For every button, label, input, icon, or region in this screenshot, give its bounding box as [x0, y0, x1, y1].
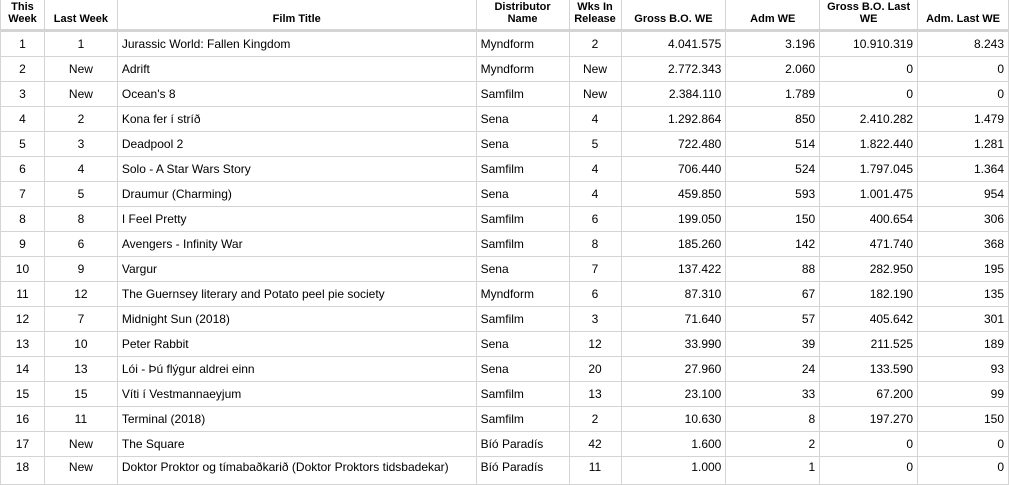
gross-last-cell: 10.910.319: [820, 31, 918, 57]
distributor-cell: Sena: [476, 357, 569, 382]
weeks-cell: 2: [569, 407, 621, 432]
distributor-cell: Myndform: [476, 31, 569, 57]
distributor-cell: Samfilm: [476, 232, 569, 257]
adm-cell: 514: [726, 132, 820, 157]
this-week-cell: 6: [1, 157, 45, 182]
gross-last-cell: 0: [820, 457, 918, 485]
gross-cell: 27.960: [621, 357, 726, 382]
table-row: [1, 57, 1009, 82]
gross-last-cell: 0: [820, 57, 918, 82]
adm-last-cell: 368: [918, 232, 1009, 257]
adm-cell: 2: [726, 432, 820, 457]
header-gross-last: Gross B.O. Last WE: [820, 0, 918, 31]
distributor-cell: Bíó Paradís: [476, 457, 569, 485]
gross-cell: 137.422: [621, 257, 726, 282]
gross-last-cell: 282.950: [820, 257, 918, 282]
last-week-cell: 7: [44, 307, 117, 332]
adm-last-cell: 0: [918, 82, 1009, 107]
last-week-cell: 9: [44, 257, 117, 282]
adm-last-cell: 150: [918, 407, 1009, 432]
gross-cell: 2.772.343: [621, 57, 726, 82]
last-week-cell: 3: [44, 132, 117, 157]
film-title-text: Doktor Proktor og tímabaðkarið (Doktor Proktors tidsbadekar): [121, 460, 449, 474]
last-week-cell: 6: [44, 232, 117, 257]
adm-cell: 3.196: [726, 31, 820, 57]
table-row: [1, 307, 1009, 332]
gross-cell: 1.000: [621, 457, 726, 485]
adm-last-cell: 195: [918, 257, 1009, 282]
this-week-cell: 3: [1, 82, 45, 107]
header-distributor: Distributor Name: [476, 0, 569, 31]
table-row: [1, 382, 1009, 407]
distributor-cell: Samfilm: [476, 157, 569, 182]
adm-cell: 1.789: [726, 82, 820, 107]
table-row: [1, 357, 1009, 382]
last-week-cell: New: [44, 432, 117, 457]
table-row: [1, 457, 1009, 485]
adm-cell: 8: [726, 407, 820, 432]
distributor-cell: Samfilm: [476, 307, 569, 332]
table-row: [1, 257, 1009, 282]
adm-cell: 593: [726, 182, 820, 207]
gross-last-cell: 67.200: [820, 382, 918, 407]
film-title-cell: [117, 457, 476, 485]
gross-last-cell: 405.642: [820, 307, 918, 332]
last-week-cell: 2: [44, 107, 117, 132]
gross-cell: 23.100: [621, 382, 726, 407]
adm-cell: 67: [726, 282, 820, 307]
weeks-cell: 6: [569, 207, 621, 232]
adm-last-cell: 306: [918, 207, 1009, 232]
film-title-cell: Midnight Sun (2018): [117, 307, 476, 332]
gross-cell: 33.990: [621, 332, 726, 357]
header-gross: Gross B.O. WE: [621, 0, 726, 31]
weeks-cell: 4: [569, 107, 621, 132]
adm-cell: 88: [726, 257, 820, 282]
gross-last-cell: 133.590: [820, 357, 918, 382]
table-row: [1, 432, 1009, 457]
adm-cell: 39: [726, 332, 820, 357]
adm-last-cell: 0: [918, 457, 1009, 485]
gross-cell: 87.310: [621, 282, 726, 307]
this-week-cell: 4: [1, 107, 45, 132]
distributor-cell: Sena: [476, 107, 569, 132]
weeks-cell: New: [569, 57, 621, 82]
this-week-cell: 14: [1, 357, 45, 382]
film-title-cell: Peter Rabbit: [117, 332, 476, 357]
distributor-cell: Samfilm: [476, 207, 569, 232]
film-title-cell: Terminal (2018): [117, 407, 476, 432]
table-row: [1, 82, 1009, 107]
adm-cell: 150: [726, 207, 820, 232]
header-this-week: This Week: [1, 0, 45, 31]
table-row: [1, 332, 1009, 357]
adm-cell: 850: [726, 107, 820, 132]
weeks-cell: 42: [569, 432, 621, 457]
distributor-cell: Samfilm: [476, 82, 569, 107]
distributor-cell: Samfilm: [476, 407, 569, 432]
last-week-cell: 15: [44, 382, 117, 407]
weeks-cell: 13: [569, 382, 621, 407]
table-row: [1, 182, 1009, 207]
gross-last-cell: 400.654: [820, 207, 918, 232]
gross-cell: 185.260: [621, 232, 726, 257]
film-title-cell: Víti í Vestmannaeyjum: [117, 382, 476, 407]
weeks-cell: 11: [569, 457, 621, 485]
distributor-cell: Sena: [476, 332, 569, 357]
gross-last-cell: 1.822.440: [820, 132, 918, 157]
weeks-cell: New: [569, 82, 621, 107]
gross-last-cell: 197.270: [820, 407, 918, 432]
adm-cell: 33: [726, 382, 820, 407]
last-week-cell: 5: [44, 182, 117, 207]
table-row: [1, 157, 1009, 182]
this-week-cell: 12: [1, 307, 45, 332]
this-week-cell: 18: [1, 457, 45, 485]
table-row: [1, 107, 1009, 132]
film-title-cell: Solo - A Star Wars Story: [117, 157, 476, 182]
last-week-cell: 12: [44, 282, 117, 307]
adm-last-cell: 93: [918, 357, 1009, 382]
distributor-cell: Myndform: [476, 57, 569, 82]
gross-last-cell: 1.001.475: [820, 182, 918, 207]
adm-last-cell: 301: [918, 307, 1009, 332]
adm-cell: 1: [726, 457, 820, 485]
last-week-cell: 13: [44, 357, 117, 382]
weeks-cell: 5: [569, 132, 621, 157]
distributor-cell: Myndform: [476, 282, 569, 307]
gross-last-cell: 182.190: [820, 282, 918, 307]
adm-cell: 57: [726, 307, 820, 332]
gross-cell: 1.292.864: [621, 107, 726, 132]
film-title-cell: Jurassic World: Fallen Kingdom: [117, 31, 476, 57]
gross-cell: 199.050: [621, 207, 726, 232]
distributor-cell: Sena: [476, 257, 569, 282]
film-title-cell: Kona fer í stríð: [117, 107, 476, 132]
gross-cell: 4.041.575: [621, 31, 726, 57]
this-week-cell: 7: [1, 182, 45, 207]
distributor-cell: Sena: [476, 132, 569, 157]
last-week-cell: 1: [44, 31, 117, 57]
last-week-cell: New: [44, 57, 117, 82]
weeks-cell: 2: [569, 31, 621, 57]
table-row: [1, 232, 1009, 257]
film-title-cell: The Square: [117, 432, 476, 457]
header-film-title: Film Title: [117, 0, 476, 31]
this-week-cell: 2: [1, 57, 45, 82]
weeks-cell: 4: [569, 182, 621, 207]
adm-last-cell: 1.364: [918, 157, 1009, 182]
gross-last-cell: 0: [820, 82, 918, 107]
film-title-cell: Avengers - Infinity War: [117, 232, 476, 257]
header-adm: Adm WE: [726, 0, 820, 31]
gross-last-cell: 211.525: [820, 332, 918, 357]
film-title-cell: Adrift: [117, 57, 476, 82]
film-title-cell: The Guernsey literary and Potato peel pie society: [117, 282, 476, 307]
header-adm-last: Adm. Last WE: [918, 0, 1009, 31]
gross-cell: 71.640: [621, 307, 726, 332]
weeks-cell: 8: [569, 232, 621, 257]
this-week-cell: 11: [1, 282, 45, 307]
film-title-cell: Deadpool 2: [117, 132, 476, 157]
last-week-cell: 4: [44, 157, 117, 182]
film-title-cell: Ocean's 8: [117, 82, 476, 107]
this-week-cell: 13: [1, 332, 45, 357]
adm-last-cell: 99: [918, 382, 1009, 407]
this-week-cell: 5: [1, 132, 45, 157]
gross-cell: 1.600: [621, 432, 726, 457]
gross-cell: 10.630: [621, 407, 726, 432]
weeks-cell: 7: [569, 257, 621, 282]
adm-last-cell: 0: [918, 432, 1009, 457]
adm-last-cell: 8.243: [918, 31, 1009, 57]
this-week-cell: 1: [1, 31, 45, 57]
gross-cell: 706.440: [621, 157, 726, 182]
this-week-cell: 16: [1, 407, 45, 432]
adm-last-cell: 135: [918, 282, 1009, 307]
distributor-cell: Sena: [476, 182, 569, 207]
last-week-cell: 11: [44, 407, 117, 432]
header-last-week: Last Week: [44, 0, 117, 31]
gross-last-cell: 0: [820, 432, 918, 457]
last-week-cell: 8: [44, 207, 117, 232]
gross-cell: 722.480: [621, 132, 726, 157]
gross-cell: 2.384.110: [621, 82, 726, 107]
gross-last-cell: 471.740: [820, 232, 918, 257]
table-row: [1, 132, 1009, 157]
adm-cell: 2.060: [726, 57, 820, 82]
adm-last-cell: 1.479: [918, 107, 1009, 132]
weeks-cell: 20: [569, 357, 621, 382]
adm-cell: 524: [726, 157, 820, 182]
gross-last-cell: 2.410.282: [820, 107, 918, 132]
adm-last-cell: 0: [918, 57, 1009, 82]
weeks-cell: 3: [569, 307, 621, 332]
distributor-cell: Bíó Paradís: [476, 432, 569, 457]
film-title-cell: Vargur: [117, 257, 476, 282]
this-week-cell: 10: [1, 257, 45, 282]
adm-last-cell: 1.281: [918, 132, 1009, 157]
weeks-cell: 6: [569, 282, 621, 307]
this-week-cell: 17: [1, 432, 45, 457]
weeks-cell: 12: [569, 332, 621, 357]
film-title-cell: Lói - Þú flýgur aldrei einn: [117, 357, 476, 382]
distributor-cell: Samfilm: [476, 382, 569, 407]
gross-last-cell: 1.797.045: [820, 157, 918, 182]
adm-cell: 24: [726, 357, 820, 382]
this-week-cell: 9: [1, 232, 45, 257]
adm-last-cell: 954: [918, 182, 1009, 207]
table-row: [1, 282, 1009, 307]
header-weeks: Wks In Release: [569, 0, 621, 31]
adm-cell: 142: [726, 232, 820, 257]
film-title-cell: I Feel Pretty: [117, 207, 476, 232]
adm-last-cell: 189: [918, 332, 1009, 357]
film-title-cell: Draumur (Charming): [117, 182, 476, 207]
last-week-cell: New: [44, 82, 117, 107]
header-row: [1, 0, 1009, 31]
table-body: [1, 31, 1009, 485]
table-row: [1, 207, 1009, 232]
this-week-cell: 15: [1, 382, 45, 407]
weeks-cell: 4: [569, 157, 621, 182]
table-row: [1, 407, 1009, 432]
this-week-cell: 8: [1, 207, 45, 232]
last-week-cell: 10: [44, 332, 117, 357]
last-week-cell: New: [44, 457, 117, 485]
table-row: [1, 31, 1009, 57]
gross-cell: 459.850: [621, 182, 726, 207]
